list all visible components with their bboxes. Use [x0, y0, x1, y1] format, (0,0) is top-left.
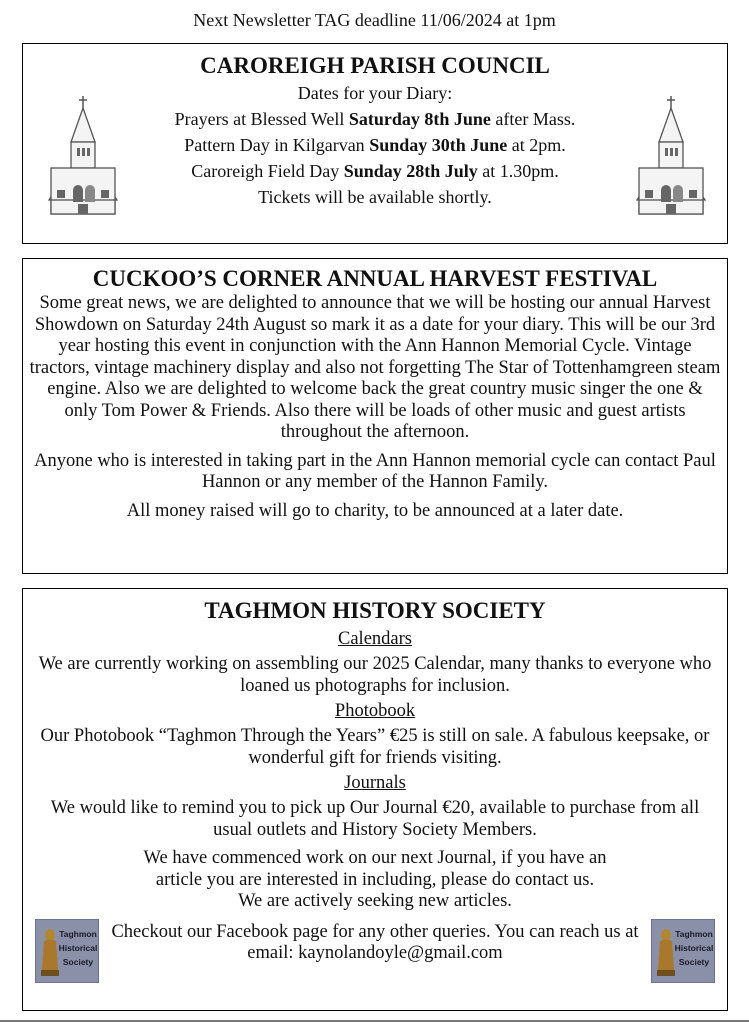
- journals-heading: Journals: [344, 773, 406, 793]
- logo-text: Taghmon Historical Society: [674, 929, 714, 967]
- council-title: CAROREIGH PARISH COUNCIL: [200, 53, 550, 78]
- history-title: TAGHMON HISTORY SOCIETY: [204, 598, 546, 623]
- seeking-articles-text: We are actively seeking new articles.: [238, 891, 512, 911]
- tickets-note: Tickets will be available shortly.: [258, 187, 492, 207]
- diary-intro: Dates for your Diary:: [297, 83, 453, 103]
- photobook-text: Our Photobook “Taghmon Through the Years” €25 is still on sale. A fabulous keepsake, or wonderful gift for friends visiting.: [40, 726, 710, 768]
- journal-work-text: We have commenced work on our next Journal, if you have an article you are interested in including, please do contact us.: [143, 848, 607, 890]
- diary-event-3: Caroreigh Field Day Sunday 28th July at 1.30pm.: [191, 161, 559, 181]
- history-section: [22, 588, 728, 1011]
- newsletter-deadline: Next Newsletter TAG deadline 11/06/2024 at 1pm: [193, 10, 556, 30]
- history-society-logo-right: [651, 919, 715, 983]
- harvest-section: [22, 258, 728, 574]
- page-bottom-rule: [0, 1020, 749, 1022]
- harvest-paragraph-1: Some great news, we are delighted to announce that we will be hosting our annual Harvest Showdown on Saturday 24th August so mark it as a date for your diary. This will be our 3rd year hosting this event in conjunction with the Ann Hannon Memorial Cycle. Vintage tractors, vintage machinery display and also not forgetting The Star of Tottenhamgreen steam engine. Also we are delighted to welcome back the great country music singer the one & only Tom Power & Friends. Also there will be loads of other music and guest artists throughout the afternoon.: [29, 293, 721, 442]
- journals-text: We would like to remind you to pick up Our Journal €20, available to purchase from all usual outlets and History Society Members.: [50, 798, 700, 840]
- diary-event-1: Prayers at Blessed Well Saturday 8th June after Mass.: [174, 109, 576, 129]
- calendars-text: We are currently working on assembling our 2025 Calendar, many thanks to everyone who loaned us photographs for inclusion.: [38, 654, 712, 696]
- calendars-heading: Calendars: [338, 629, 412, 649]
- church-icon-left: [41, 94, 125, 220]
- facebook-contact-text: Checkout our Facebook page for any other queries. You can reach us at email: kaynolandoyle@gmail.com: [111, 921, 639, 963]
- logo-text: Taghmon Historical Society: [58, 929, 98, 967]
- council-section: [22, 43, 728, 244]
- diary-event-2: Pattern Day in Kilgarvan Sunday 30th June at 2pm.: [184, 135, 566, 155]
- church-icon-right: [629, 94, 713, 220]
- harvest-paragraph-3: All money raised will go to charity, to be announced at a later date.: [126, 500, 624, 521]
- history-society-logo-left: [35, 919, 99, 983]
- harvest-title: CUCKOO’S CORNER ANNUAL HARVEST FESTIVAL: [92, 266, 658, 291]
- harvest-paragraph-2: Anyone who is interested in taking part in the Ann Hannon memorial cycle can contact Paul Hannon or any member of the Hannon Family.: [34, 450, 716, 492]
- photobook-heading: Photobook: [334, 701, 416, 721]
